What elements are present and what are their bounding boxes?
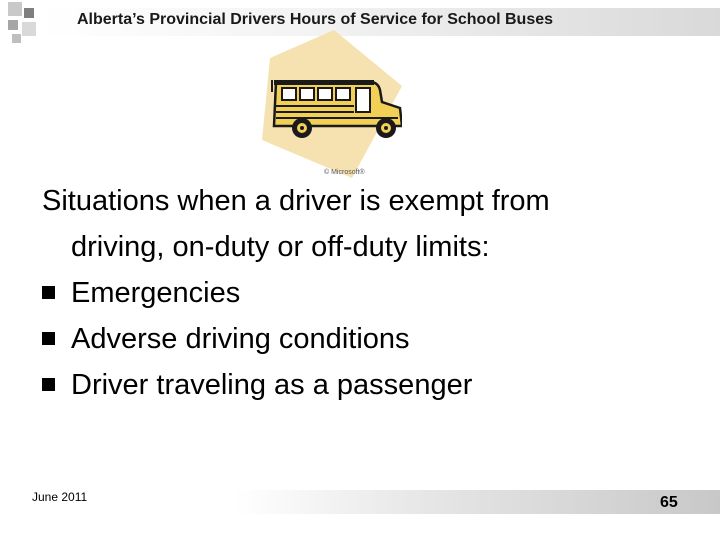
- list-item: [42, 362, 682, 408]
- intro-line-1: Situations when a driver is exempt from: [42, 185, 550, 217]
- bullet-list: [42, 270, 682, 408]
- square-bullet-icon: [42, 286, 55, 299]
- intro-paragraph: [42, 178, 682, 270]
- list-item: [42, 270, 682, 316]
- square-bullet-icon: [42, 378, 55, 391]
- page-number: 65: [660, 494, 678, 511]
- school-bus-icon: [262, 30, 402, 178]
- slide-title: Alberta’s Provincial Drivers Hours of Service for School Buses: [77, 11, 554, 28]
- clipart-credit: © Microsoft®: [324, 169, 365, 176]
- footer-date: June 2011: [32, 490, 88, 504]
- footer-bar: [234, 490, 720, 514]
- list-item-text: Emergencies: [71, 277, 241, 309]
- square-bullet-icon: [42, 332, 55, 345]
- slide-body: [42, 178, 682, 408]
- school-bus-clipart: [262, 30, 402, 178]
- list-item-text: Driver traveling as a passenger: [71, 369, 473, 401]
- intro-line-2: driving, on-duty or off-duty limits:: [71, 231, 490, 263]
- list-item: [42, 316, 682, 362]
- list-item-text: Adverse driving conditions: [71, 323, 410, 355]
